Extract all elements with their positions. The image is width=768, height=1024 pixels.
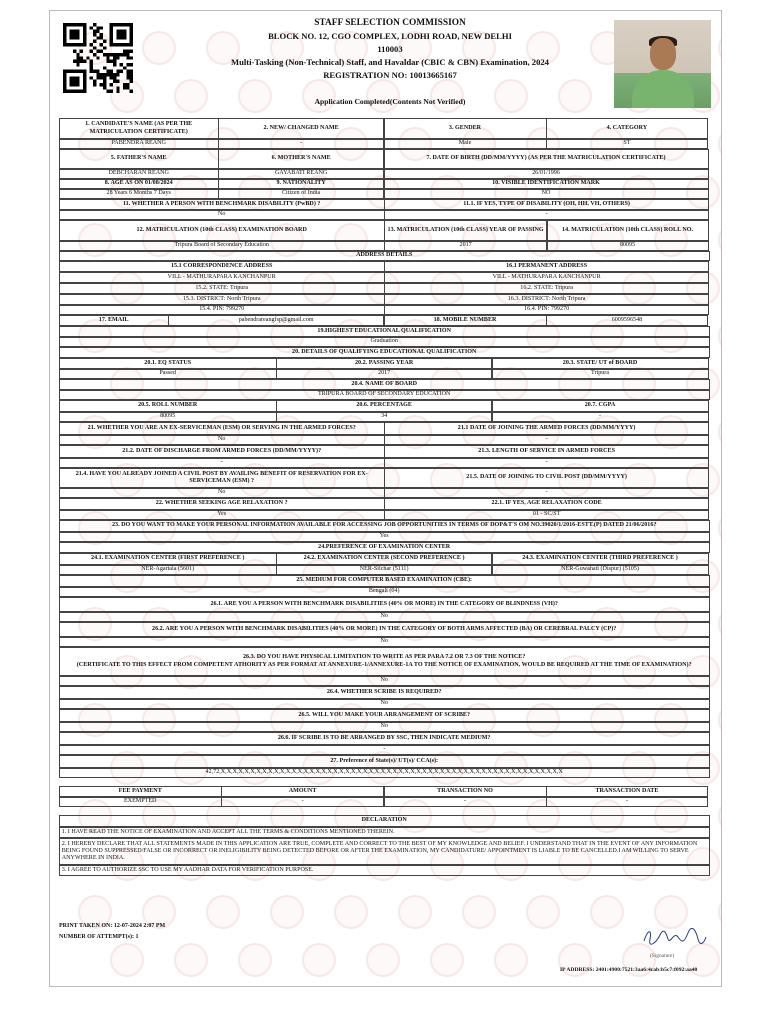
label-board-name: 20.4. NAME OF BOARD <box>59 379 710 391</box>
value-permanent-pin: 16.4. PIN: 799270 <box>384 305 709 316</box>
value-percentage: 34 <box>276 412 492 423</box>
value-transaction-no: - <box>384 797 547 808</box>
label-civil-post-joining: 21.5. DATE OF JOINING TO CIVIL POST (DD/MM/YYYY) <box>384 468 709 489</box>
value-center-first: NER-Agartala (5601) <box>59 565 277 576</box>
label-roll-number: 20.5. ROLL NUMBER <box>59 400 277 413</box>
value-amount: - <box>221 797 384 808</box>
value-age: 28 Years 6 Months 7 Days <box>59 189 219 200</box>
value-matric-board: Tripura Board of Secondary Education <box>59 241 385 252</box>
label-cgpa: 20.7. CGPA <box>492 400 709 413</box>
label-passing-year: 20.2. PASSING YEAR <box>276 358 492 370</box>
qualification-details-title: 20. DETAILS OF QUALIFYING EDUCATIONAL QUALIFICATION <box>59 347 710 359</box>
label-cbe-medium: 25. MEDIUM FOR COMPUTER BASED EXAMINATION (CBE): <box>59 575 710 588</box>
value-highest-qualification: Graduation <box>59 337 710 348</box>
exam-center-title: 24.PREFERENCE OF EXAMINATION CENTER <box>59 542 710 554</box>
value-state-preference: 42,72,X,X,X,X,X,X,X,X,X,X,X,X,X,X,X,X,X,X,X,X,X,X,X,X,X,X,X,X,X,X,X,X,X,X,X,X,X,X,X,X,X,X,X,X,X,X,X,X,X,X,X,X,X,X,X,X,X,X <box>59 768 710 779</box>
value-blindness: No <box>59 612 710 623</box>
value-identification-mark: NO <box>384 189 709 200</box>
label-dob: 7. DATE OF BIRTH (DD/MM/YYYY) (AS PER THE MATRICULATION CERTIFICATE) <box>384 149 709 170</box>
label-fee-payment: FEE PAYMENT <box>59 786 222 798</box>
label-pwbd: 11. WHETHER A PERSON WITH BENCHMARK DISABILITY (PwBD) ? <box>59 199 385 211</box>
value-correspondence-pin: 15.4. PIN: 799270 <box>59 305 385 316</box>
label-mobile: 18. MOBILE NUMBER <box>384 315 547 327</box>
value-correspondence-address: VILL - MATHURAPARA KANCHANPUR <box>59 272 385 284</box>
value-eq-status: Passed <box>59 369 277 380</box>
application-table <box>59 118 710 876</box>
label-permanent-address: 16.1 PERMANENT ADDRESS <box>384 261 709 273</box>
label-transaction-no: TRANSACTION NO <box>384 786 547 798</box>
registration-number: REGISTRATION NO: 10013665167 <box>323 70 457 80</box>
value-permanent-state: 16.2. STATE: Tripura <box>384 283 709 295</box>
label-age-relaxation-code: 22.1. IF YES, AGE RELAXATION CODE <box>384 498 709 511</box>
value-email: pabendrareangfsp@gmail.com <box>168 315 384 327</box>
label-nationality: 9. NATIONALITY <box>218 179 384 190</box>
address-details-title: ADDRESS DETAILS <box>59 251 710 262</box>
label-correspondence-address: 15.1 CORRESPONDENCE ADDRESS <box>59 261 385 273</box>
value-board-state: Tripura <box>492 369 709 380</box>
label-candidate-name: 1. CANDIDATE'S NAME (AS PER THE MATRICULATION CERTIFICATE) <box>59 118 219 140</box>
value-age-relaxation-code: 01 - SC/ST <box>384 510 709 521</box>
value-center-third: NER-Guwahati (Dispur) (5105) <box>492 565 709 576</box>
value-roll-number: 80095 <box>59 412 277 423</box>
value-matric-roll: 80095 <box>547 241 709 252</box>
application-form-page <box>49 10 722 987</box>
value-discharge-date: - <box>59 458 385 469</box>
value-ex-serviceman: No <box>59 435 385 446</box>
ip-address: IP ADDRESS: 2401:4900:7521:3aa6:4cab:b5c7:f092:aa40 <box>560 967 698 973</box>
candidate-photo <box>614 20 711 108</box>
declaration-1: 1. I HAVE READ THE NOTICE OF EXAMINATION AND ACCEPT ALL THE TERMS & CONDITIONS MENTIONED THEREIN. <box>59 827 710 839</box>
value-mobile: 6009596548 <box>546 315 708 327</box>
value-center-second: NER-Silchar (5111) <box>276 565 492 576</box>
label-job-opportunities: 23. DO YOU WANT TO MAKE YOUR PERSONAL INFORMATION AVAILABLE FOR ACCESSING JOB OPPORTUNITIES IN TERMS OF DOP&T'S OM NO.39020/1/2016-ESTT.(P) DATED 21/06/2016? <box>59 520 710 533</box>
value-correspondence-state: 15.2. STATE: Tripura <box>59 283 385 295</box>
label-matric-board: 12. MATRICULATION (10th CLASS) EXAMINATION BOARD <box>59 220 385 242</box>
value-permanent-address: VILL - MATHURAPARA KANCHANPUR <box>384 272 709 284</box>
value-disability-type: - <box>384 210 709 221</box>
value-armed-forces-joining: - <box>384 435 709 446</box>
label-ex-serviceman: 21. WHETHER YOU ARE AN EX-SERVICEMAN (ESM) OR SERVING IN THE ARMED FORCES? <box>59 422 385 436</box>
label-arms-cp: 26.2. ARE YOU A PERSON WITH BENCHMARK DISABILITIES (40% OR MORE) IN THE CATEGORY OF BOTH ARMS AFFECTED (BA) OR CEREBRAL PALCY (CP)? <box>59 622 710 638</box>
value-changed-name: - <box>218 139 384 150</box>
label-category: 4. CATEGORY <box>546 118 708 140</box>
org-address: BLOCK NO. 12, CGO COMPLEX, LODHI ROAD, NEW DELHI <box>268 31 512 41</box>
label-matric-year: 13. MATRICULATION (10th CLASS) YEAR OF PASSING <box>384 220 547 242</box>
label-discharge-date: 21.2. DATE OF DISCHARGE FROM ARMED FORCES (DD/MM/YYYY)? <box>59 445 385 459</box>
label-board-state: 20.3. STATE/ UT of BOARD <box>492 358 709 370</box>
value-correspondence-district: 15.3. DISTRICT: North Tripura <box>59 294 385 306</box>
label-center-first: 24.1. EXAMINATION CENTER (FIRST PREFERENCE ) <box>59 553 277 566</box>
value-mother-name: GAYABATI REANG <box>218 169 384 180</box>
value-scribe-arrangement: No <box>59 722 710 733</box>
label-changed-name: 2. NEW/ CHANGED NAME <box>218 118 384 140</box>
value-matric-year: 2017 <box>384 241 547 252</box>
signature-image <box>640 921 710 951</box>
label-father-name: 5. FATHER'S NAME <box>59 149 219 170</box>
label-scribe-medium: 26.6. IF SCRIBE IS TO BE ARRANGED BY SSC, THEN INDICATE MEDIUM? <box>59 732 710 746</box>
physical-limitation-question: 26.3. DO YOU HAVE PHYSICAL LIMITATION TO WRITE AS PER PARA 7.2 OR 7.3 OF THE NOTICE? <box>243 654 526 661</box>
value-pwbd: No <box>59 210 385 221</box>
label-physical-limitation <box>59 647 710 677</box>
label-percentage: 20.6. PERCENTAGE <box>276 400 492 413</box>
label-identification-mark: 10. VISIBLE IDENTIFICATION MARK <box>384 179 709 190</box>
label-scribe-required: 26.4. WHETHER SCRIBE IS REQUIRED? <box>59 686 710 700</box>
declaration-3: 3. I AGREE TO AUTHORIZE SSC TO USE MY AADHAR DATA FOR VERIFICATION PURPOSE. <box>59 865 710 877</box>
label-scribe-arrangement: 26.5. WILL YOU MAKE YOUR ARRANGEMENT OF SCRIBE? <box>59 709 710 723</box>
value-board-name: TRIPURA BOARD OF SECONDARY EDUCATION <box>59 390 710 401</box>
value-civil-post-joining: - <box>384 488 709 499</box>
value-cgpa: - <box>492 412 709 423</box>
label-age-relaxation: 22. WHETHER SEEKING AGE RELAXATION ? <box>59 498 385 511</box>
qr-code-icon <box>63 23 133 93</box>
label-center-third: 24.3. EXAMINATION CENTER (THIRD PREFERENCE ) <box>492 553 709 566</box>
physical-limitation-note: (CERTIFICATE TO THIS EFFECT FROM COMPETENT ATHORITY AS PER FORMAT AT ANNEXURE-1/ANNEXURE-1A TO THE NOTICE OF EXAMINATION, WOULD BE REQUIRED AT THE TIME OF EXAMINATION)? <box>76 661 692 668</box>
org-pin: 110003 <box>377 44 403 54</box>
org-name: STAFF SELECTION COMMISSION <box>314 18 466 28</box>
label-service-length: 21.3. LENGTH OF SERVICE IN ARMED FORCES <box>384 445 709 459</box>
label-disability-type: 11.1. IF YES, TYPE OF DISABILITY (OH, HH, VH, OTHERS) <box>384 199 709 211</box>
value-nationality: Citizen of India <box>218 189 384 200</box>
value-cbe-medium: Bengali (04) <box>59 587 710 598</box>
label-transaction-date: TRANSACTION DATE <box>546 786 708 798</box>
label-mother-name: 6. MOTHER'S NAME <box>218 149 384 170</box>
value-civil-post: No <box>59 488 385 499</box>
value-category: ST <box>546 139 708 150</box>
label-eq-status: 20.1. EQ STATUS <box>59 358 277 370</box>
label-amount: AMOUNT <box>221 786 384 798</box>
value-scribe-medium: - <box>59 745 710 756</box>
value-physical-limitation: No <box>59 676 710 687</box>
value-arms-cp: No <box>59 637 710 648</box>
value-permanent-district: 16.3. DISTRICT: North Tripura <box>384 294 709 306</box>
print-timestamp: PRINT TAKEN ON: 12-07-2024 2:07 PM <box>59 923 166 929</box>
value-age-relaxation: Yes <box>59 510 385 521</box>
label-gender: 3. GENDER <box>384 118 547 140</box>
label-highest-qualification: 19.HIGHEST EDUCATIONAL QUALIFICATION <box>59 326 710 338</box>
value-transaction-date: - <box>546 797 708 808</box>
value-job-opportunities: Yes <box>59 532 710 543</box>
application-status: Application Completed(Contents Not Verified) <box>314 97 466 106</box>
attempt-count: NUMBER OF ATTEMPT(s): 1 <box>59 934 139 940</box>
declaration-title: DECLARATION <box>59 815 710 828</box>
label-civil-post: 21.4. HAVE YOU ALREADY JOINED A CIVIL POST BY AVAILING BENEFIT OF RESERVATION FOR EX-SERVICEMAN (ESM) ? <box>59 468 385 489</box>
value-passing-year: 2017 <box>276 369 492 380</box>
exam-title: Multi-Tasking (Non-Technical) Staff, and Havaldar (CBIC & CBN) Examination, 2024 <box>231 57 549 67</box>
value-dob: 26/01/1996 <box>384 169 709 180</box>
value-fee-payment: EXEMPTED <box>59 797 222 808</box>
label-state-preference: 27. Preference of State(s)/ UT(s)/ CCA(s): <box>59 755 710 769</box>
label-armed-forces-joining: 21.1 DATE OF JOINING THE ARMED FORCES (DD/MM/YYYY) <box>384 422 709 436</box>
value-gender: Male <box>384 139 547 150</box>
value-father-name: DEBCHARAN REANG <box>59 169 219 180</box>
declaration-2: 2. I HEREBY DECLARE THAT ALL STATEMENTS MADE IN THIS APPLICATION ARE TRUE, COMPLETE AND CORRECT TO THE BEST OF MY KNOWLEDGE AND BELIEF. I UNDERSTAND THAT IN THE EVENT OF ANY INFORMATION BEING FOUND SUPPRESSED/FALSE OR INCORRECT OR INELIGIBILITY BEING DETECTED BEFORE OR AFTER THE EXAMINATION, MY CANDIDATURE/ APPOINTMENT IS LIABLE TO BE CANCELLED.I AM WILLING TO SERVE ANYWHERE IN INDIA. <box>59 838 710 866</box>
value-scribe-required: No <box>59 699 710 710</box>
label-age: 8. AGE AS ON 01/08/2024 <box>59 179 219 190</box>
label-blindness: 26.1. ARE YOU A PERSON WITH BENCHMARK DISABILITIES (40% OR MORE) IN THE CATEGORY OF BLINDNESS (VH)? <box>59 597 710 613</box>
value-candidate-name: PABENDRA REANG <box>59 139 219 150</box>
label-center-second: 24.2. EXAMINATION CENTER (SECOND PREFERENCE ) <box>276 553 492 566</box>
signature-caption: (Signature) <box>650 953 675 959</box>
label-email: 17. EMAIL <box>59 315 169 327</box>
value-service-length: - <box>384 458 709 469</box>
label-matric-roll: 14. MATRICULATION (10th CLASS) ROLL NO. <box>547 220 709 242</box>
